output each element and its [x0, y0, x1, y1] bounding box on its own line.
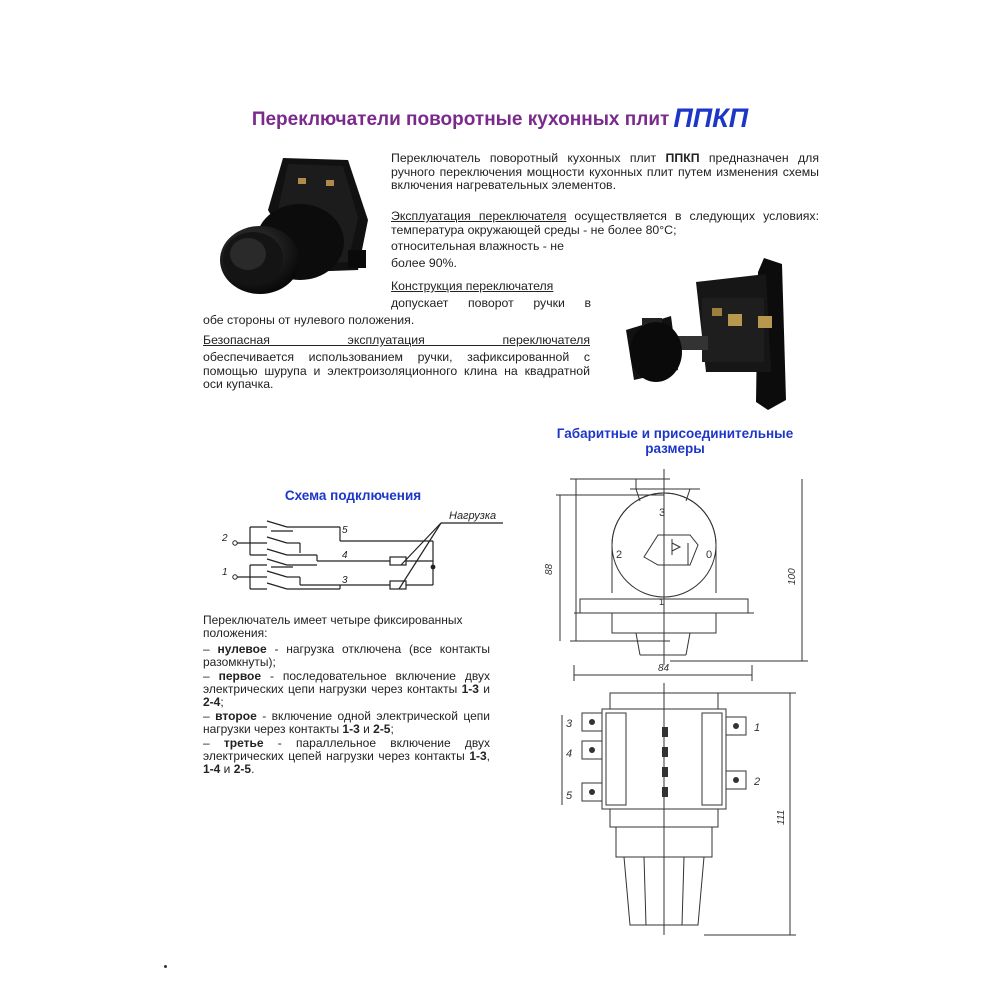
position-third-end: . [251, 762, 255, 777]
title-brand: ППКП [673, 103, 749, 133]
position-third-mid: и [220, 762, 234, 777]
safety-heading: Безопасная эксплуатация переключателя [203, 333, 590, 347]
position-third: – третье - параллельное включение двух электрических цепей нагрузки через контакты 1-3, 1-4 и 2-5. [203, 735, 491, 777]
position-first: – первое - последовательное включение двух электрических цепи нагрузки через контакты 1-3 и 2-4; [203, 668, 490, 710]
position-second-mid: и [359, 722, 374, 737]
position-first-text: - последовательное включение двух электрических цепи нагрузки через контакты [203, 668, 490, 697]
position-third-name: третье [223, 735, 264, 750]
operation-heading: Эксплуатация переключателя [391, 209, 567, 223]
contact-label-3: 3 [342, 575, 348, 586]
position-third-contact3: 2-5 [233, 762, 252, 777]
positions-intro: Переключатель имеет четыре фиксированных положения: [203, 613, 463, 641]
position-second: – второе - включение одной электрической цепи нагрузки через контакты 1-3 и 2-5; [203, 708, 490, 737]
dim-84-label: 84 [658, 663, 670, 674]
operation-text2: относительная влажность - не [391, 239, 564, 253]
position-second-name: второе [215, 708, 257, 723]
position-zero: – нулевое - нагрузка отключена (все контакты разомкнуты); [203, 641, 490, 670]
position-third-text: - параллельное включение двух электрических цепей нагрузки через контакты [203, 735, 491, 764]
contact-label-4: 4 [342, 550, 348, 561]
position-first-mid: и [478, 682, 490, 697]
terminal-4-label: 4 [566, 748, 573, 760]
terminal-5-label: 5 [566, 790, 573, 802]
operation-paragraph [391, 210, 819, 237]
terminal-2-label: 2 [754, 776, 761, 788]
position-second-contact2: 2-5 [373, 722, 391, 737]
position-zero-name: нулевое [217, 641, 267, 656]
construction-text1: допускает поворот ручки в [391, 296, 591, 310]
position-first-contact2: 2-4 [203, 695, 221, 710]
operation-text1: осуществляется в следующих условиях: температура окружающей среды - не более 80°С; [391, 209, 819, 237]
construction-text2: обе стороны от нулевого положения. [203, 313, 415, 327]
dim-100-label: 100 [787, 568, 798, 585]
position-second-text: - включение одной электрической цепи нагрузки через контакты [203, 708, 490, 737]
intro-paragraph [391, 152, 819, 193]
position-second-contact1: 1-3 [342, 722, 360, 737]
contact-label-2: 2 [222, 533, 228, 544]
position-third-sep: , [486, 749, 490, 764]
pos-0-label: 0 [706, 549, 713, 561]
dim-111-label: 111 [776, 809, 787, 825]
dimensions-heading-line2: размеры [645, 441, 705, 456]
page-title [0, 103, 1000, 134]
position-first-name: первое [218, 668, 262, 683]
position-third-contact1: 1-3 [469, 749, 487, 764]
position-third-contact2: 1-4 [203, 762, 221, 777]
terminal-1-label: 1 [754, 722, 761, 734]
intro-after: предназначен для ручного переключения мощности кухонных плит путем изменения схемы включения нагревательных элементов. [391, 151, 819, 193]
position-second-end: ; [390, 722, 394, 737]
wiring-diagram [205, 505, 505, 600]
intro-before: Переключатель поворотный кухонных плит [391, 151, 666, 165]
schema-heading: Схема подключения [284, 488, 422, 503]
positions-block [203, 614, 490, 777]
position-first-contact1: 1-3 [461, 682, 479, 697]
position-zero-text: - нагрузка отключена (все контакты разомкнуты); [203, 641, 490, 670]
contact-label-5: 5 [342, 525, 348, 536]
construction-heading: Конструкция переключателя [391, 279, 554, 293]
pos-3-label: 3 [659, 507, 666, 519]
switch-photo-front [208, 150, 378, 300]
load-label: Нагрузка [449, 510, 497, 522]
dim-88-label: 88 [544, 563, 555, 575]
pos-2-label: 2 [616, 549, 623, 561]
dimension-drawing [540, 465, 820, 940]
pos-1-label: 1 [659, 597, 665, 607]
safety-text: обеспечивается использованием ручки, зафиксированной с помощью шурупа и электроизоляционного клина на квадратной оси купачка. [203, 350, 590, 392]
terminal-3-label: 3 [566, 718, 573, 730]
title-main: Переключатели поворотные кухонных плит [251, 109, 670, 130]
page-dot [164, 965, 167, 968]
intro-brand: ППКП [665, 151, 700, 165]
dimensions-heading-line1: Габаритные и присоединительные [556, 426, 794, 441]
operation-text3: более 90%. [391, 256, 457, 270]
contact-label-1: 1 [222, 567, 228, 578]
position-first-end: ; [220, 695, 224, 710]
dimensions-heading [520, 426, 830, 456]
switch-photo-side [616, 252, 806, 422]
